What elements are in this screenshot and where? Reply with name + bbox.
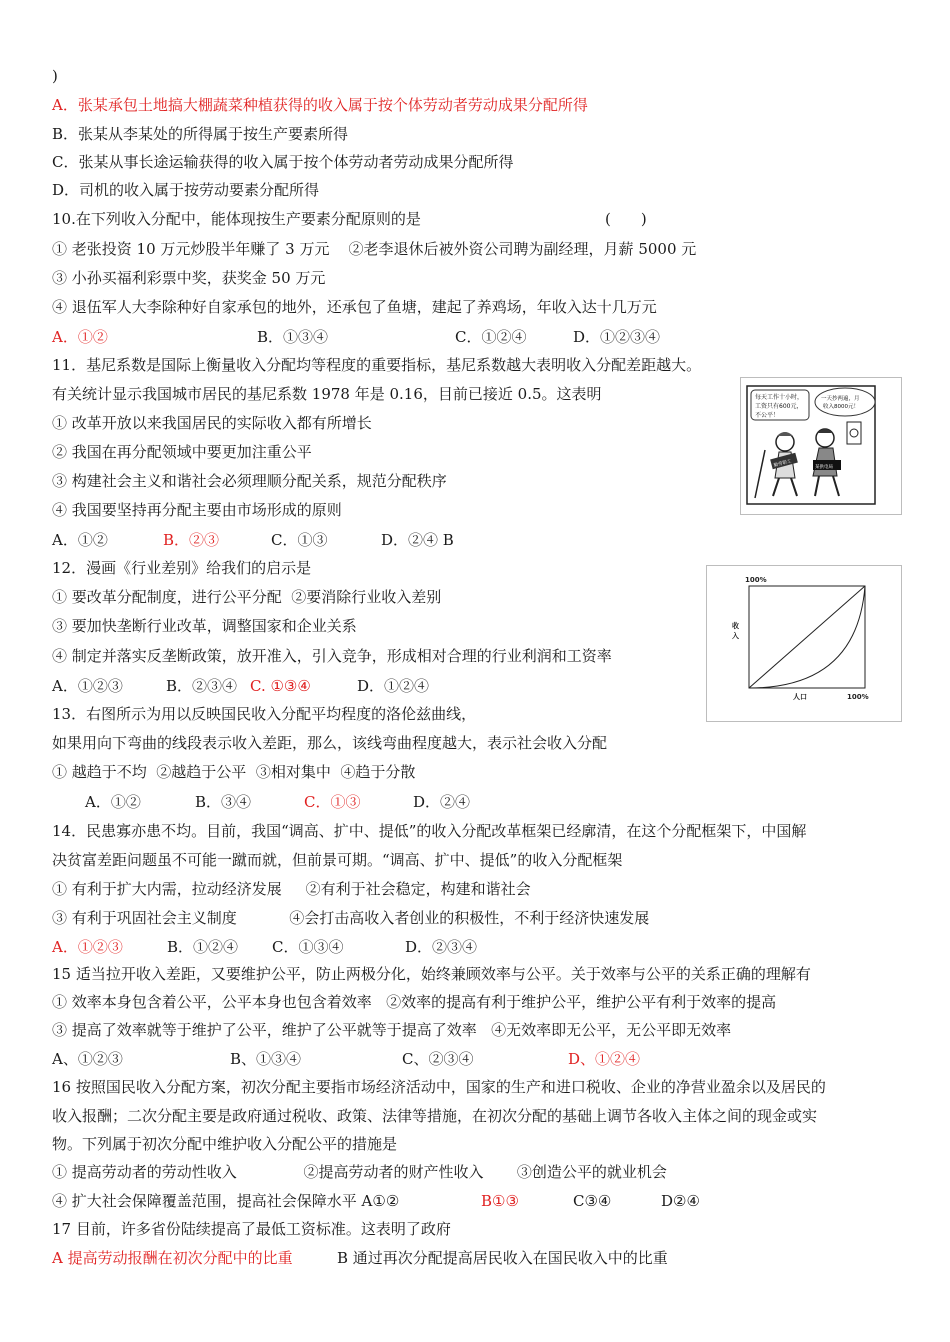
choice-b: B．①②④ [167, 938, 239, 956]
choice-a-answer: A 提高劳动报酬在初次分配中的比重 [52, 1249, 293, 1267]
question-10: 10.在下列收入分配中，能体现按生产要素分配原则的是 [52, 210, 421, 228]
cartoon-figure [740, 377, 902, 515]
option-line: ) [52, 67, 58, 85]
statement-line: ③ 有利于巩固社会主义制度 ④会打击高收入者创业的积极性，不利于经济快速发展 [52, 909, 650, 927]
choice-d: D．①②③④ [573, 328, 661, 346]
choice-d: D．②④ B [381, 531, 454, 549]
statement-line: ③ 构建社会主义和谐社会必须理顺分配关系，规范分配秩序 [52, 472, 447, 490]
choice-a-answer: A．①②③ [52, 938, 123, 956]
worker-figure [755, 432, 798, 498]
choice-b: B．②③④ [166, 677, 238, 695]
choice-d: D②④ [661, 1192, 700, 1210]
question-14: 14．民患寡亦患不均。目前，我国“调高、扩中、提低”的收入分配改革框架已经廓清，在这个分配框架下，中国解 [52, 822, 807, 840]
y-axis-label-2: 入 [732, 632, 739, 640]
statement-line: ④ 退伍军人大李除种好自家承包的地外，还承包了鱼塘，建起了养鸡场，年收入达十几万元 [52, 298, 657, 316]
choice-c-answer: C. ①③④ [250, 677, 311, 695]
statement-line: ④ 扩大社会保障覆盖范围，提高社会保障水平 A①② [52, 1192, 400, 1210]
question-16-cont: 收入报酬；二次分配主要是政府通过税收、政策、法律等措施，在初次分配的基础上调节各收入主体之间的现金或实 [52, 1107, 818, 1125]
question-13: 13．右图所示为用以反映国民收入分配平均程度的洛伦兹曲线， [52, 705, 477, 723]
statement-line: ③ 要加快垄断行业改革，调整国家和企业关系 [52, 617, 357, 635]
sign-right-text: 某供电局 [815, 465, 833, 470]
choice-b-answer: B①③ [481, 1192, 519, 1210]
question-16: 16 按照国民收入分配方案，初次分配主要指市场经济活动中，国家的生产和进口税收、企业的净营业盈余以及居民的 [52, 1078, 826, 1096]
bubble-right-line: 一天抄两遍，月 [821, 396, 860, 402]
statement-line: ③ 提高了效率就等于维护了公平，维护了公平就等于提高了效率 ④无效率即无公平，无公平即无效率 [52, 1021, 732, 1039]
bubble-left-line: 每天工作十小时， [755, 394, 804, 401]
statement-line: ① 越趋于不均 ②越趋于公平 ③相对集中 ④趋于分散 [52, 763, 416, 781]
choice-c: C③④ [573, 1192, 612, 1210]
choice-a: A．①② [52, 531, 108, 549]
statement-line: ① 提高劳动者的劳动性收入 ②提高劳动者的财产性收入 ③创造公平的就业机会 [52, 1163, 667, 1181]
statement-line: ① 要改革分配制度，进行公平分配 ②要消除行业收入差别 [52, 588, 442, 606]
option-line: B．张某从李某处的所得属于按生产要素所得 [52, 125, 349, 143]
choice-d: D．②④ [413, 793, 471, 811]
choice-b: B 通过再次分配提高居民收入在国民收入中的比重 [337, 1249, 668, 1267]
choice-a: A．①②③ [52, 677, 123, 695]
question-15: 15 适当拉开收入差距，又要维护公平，防止两极分化，始终兼顾效率与公平。关于效率与公平的关系正确的理解有 [52, 965, 811, 983]
choice-b: B．③④ [195, 793, 252, 811]
bubble-left-line: 工资只有600元， [755, 403, 803, 410]
choice-c: C．①②④ [455, 328, 527, 346]
bubble-right-line: 收入8000元！ [823, 404, 859, 410]
question-13-cont: 如果用向下弯曲的线段表示收入差距，那么，该线弯曲程度越大，表示社会收入分配 [52, 734, 608, 752]
bubble-left-line: 不公平！ [755, 412, 780, 419]
question-11: 11．基尼系数是国际上衡量收入分配均等程度的重要指标，基尼系数越大表明收入分配差距越大。 [52, 356, 702, 374]
cartoon-drawing [741, 378, 901, 514]
question-12: 12．漫画《行业差别》给我们的启示是 [52, 559, 312, 577]
statement-line: ① 改革开放以来我国居民的实际收入都有所增长 [52, 414, 372, 432]
choice-b: B．①③④ [257, 328, 329, 346]
option-line: C．张某从事长途运输获得的收入属于按个体劳动者劳动成果分配所得 [52, 153, 514, 171]
choice-d-answer: D、①②④ [568, 1050, 641, 1068]
x-axis-label: 人口 [793, 693, 807, 701]
option-line: D．司机的收入属于按劳动要素分配所得 [52, 181, 320, 199]
choice-d: D．①②④ [357, 677, 430, 695]
y-top-label: 100% [745, 576, 767, 584]
statement-line: ③ 小孙买福利彩票中奖，获奖金 50 万元 [52, 269, 326, 287]
lorenz-curve-figure [706, 565, 902, 722]
sign-left-text: 勤劳职工 [773, 459, 793, 469]
question-11-cont: 有关统计显示我国城市居民的基尼系数 1978 年是 0.16，目前已接近 0.5。这表明 [52, 385, 602, 403]
equality-line [749, 586, 865, 688]
choice-c: C、②③④ [402, 1050, 474, 1068]
question-17: 17 目前，许多省份陆续提高了最低工资标准。这表明了政府 [52, 1220, 451, 1238]
statement-line: ① 老张投资 10 万元炒股半年赚了 3 万元 ②老李退休后被外资公司聘为副经理，月薪 5000 元 [52, 240, 697, 258]
answer-parentheses: ( ) [605, 210, 647, 228]
statement-line: ④ 制定并落实反垄断政策，放开准入，引入竞争，形成相对合理的行业利润和工资率 [52, 647, 612, 665]
official-figure [813, 422, 861, 496]
choice-d: D．②③④ [405, 938, 478, 956]
choice-a: A、①②③ [52, 1050, 123, 1068]
choice-c: C．①③④ [272, 938, 344, 956]
y-axis-label-1: 收 [732, 622, 739, 630]
choice-c-answer: C．①③ [304, 793, 361, 811]
choice-b: B、①③④ [230, 1050, 302, 1068]
option-line-answer: A．张某承包土地搞大棚蔬菜种植获得的收入属于按个体劳动者劳动成果分配所得 [52, 96, 588, 114]
statement-line: ① 效率本身包含着公平，公平本身也包含着效率 ②效率的提高有利于维护公平，维护公平有利于效率的提高 [52, 993, 777, 1011]
x-right-label: 100% [847, 693, 869, 701]
lorenz-curve-chart [707, 566, 901, 721]
question-14-cont: 决贫富差距问题虽不可能一蹴而就，但前景可期。“调高、扩中、提低”的收入分配框架 [52, 851, 623, 869]
choice-b-answer: B．②③ [163, 531, 220, 549]
question-16-cont: 物。下列属于初次分配中维护收入分配公平的措施是 [52, 1135, 398, 1153]
statement-line: ④ 我国要坚持再分配主要由市场形成的原则 [52, 501, 342, 519]
choice-a-answer: A．①② [52, 328, 108, 346]
statement-line: ① 有利于扩大内需，拉动经济发展 ②有利于社会稳定，构建和谐社会 [52, 880, 531, 898]
choice-c: C．①③ [271, 531, 328, 549]
statement-line: ② 我国在再分配领域中要更加注重公平 [52, 443, 312, 461]
choice-a: A．①② [85, 793, 141, 811]
